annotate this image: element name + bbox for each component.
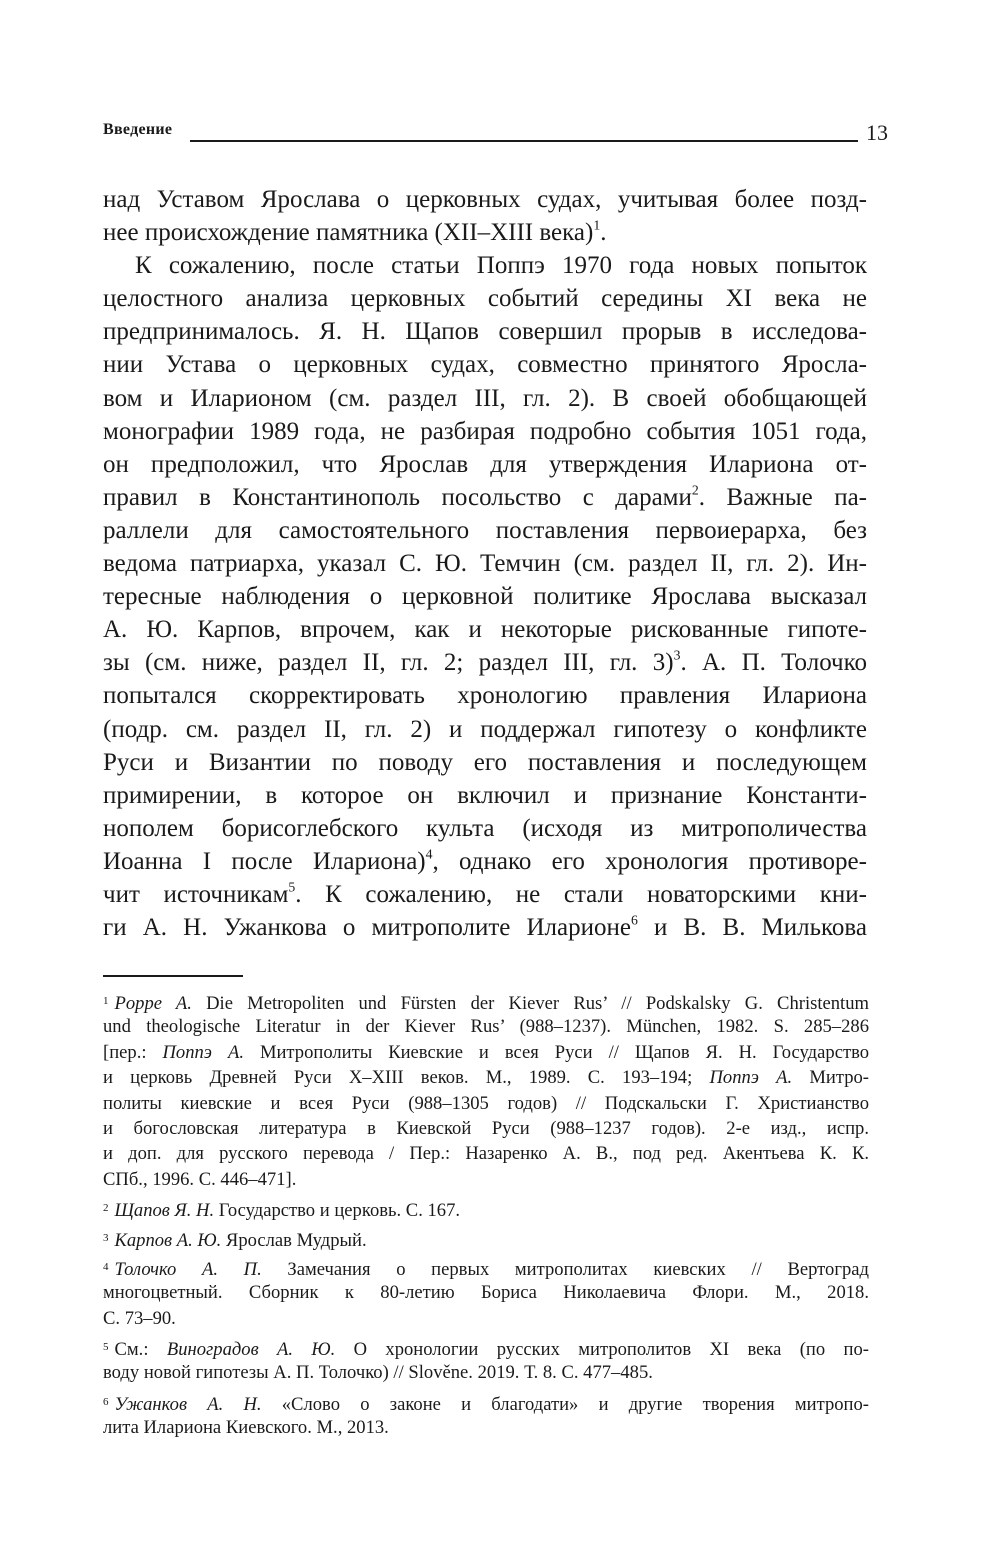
text-segment: нии Устава о церковных судах, совместно принятого Яросла- xyxy=(103,351,867,379)
text-segment: , однако его хронология противоре- xyxy=(432,847,867,875)
text-segment: и церковь Древней Руси X–XIII веков. М., 1989. С. 193–194; xyxy=(103,1067,710,1089)
author-name: Поппэ А. xyxy=(162,1041,244,1063)
footnote-line xyxy=(103,989,869,1014)
footnote-line xyxy=(103,1014,869,1039)
text-segment: Ярослав Мудрый. xyxy=(221,1229,367,1251)
footnote-ref: 2 xyxy=(691,482,699,498)
text-line xyxy=(103,481,867,514)
text-segment: Государство и церковь. С. 167. xyxy=(214,1200,461,1222)
main-text xyxy=(103,183,867,944)
text-segment: правил в Константинополь посольство с дарами xyxy=(103,483,692,511)
text-segment: тересные наблюдения о церковной политике Ярослава высказал xyxy=(103,583,867,611)
text-line xyxy=(103,878,867,911)
page-number: 13 xyxy=(866,120,888,145)
footnote xyxy=(103,1226,869,1251)
footnote-line xyxy=(103,1065,869,1090)
text-segment: воду новой гипотезы А. П. Толочко) // Slověne. 2019. Т. 8. С. 477–485. xyxy=(103,1362,653,1384)
footnote-line xyxy=(103,1196,869,1221)
text-segment: вом и Иларионом (см. раздел III, гл. 2). В своей обобщающей xyxy=(103,384,867,412)
text-segment: Die Metropoliten und Fürsten der Kiever Rus’ // Podskalsky G. Christentum xyxy=(191,993,869,1014)
text-segment: Митро- xyxy=(792,1067,870,1089)
author-name: Карпов А. Ю. xyxy=(114,1229,222,1251)
text-line xyxy=(103,448,867,481)
footnote xyxy=(103,1390,869,1441)
text-segment: См.: xyxy=(114,1339,167,1361)
footnote-ref: 3 xyxy=(673,648,681,663)
text-segment: политы киевские и всея Руси (988–1305 годов) // Подскальски Г. Христианство xyxy=(103,1092,869,1114)
footnote-ref: 6 xyxy=(630,912,638,928)
text-line xyxy=(103,911,867,944)
text-segment: нее происхождение памятника (XII–XIII века) xyxy=(103,219,594,247)
text-segment: лита Илариона Киевского. М., 2013. xyxy=(103,1417,389,1439)
footnote-line xyxy=(103,1116,869,1141)
footnote-line xyxy=(103,1335,869,1360)
footnote-line xyxy=(103,1415,869,1440)
text-segment: целостного анализа церковных событий середины XI века не xyxy=(103,285,867,313)
author-name: Толочко А. П. xyxy=(114,1258,262,1280)
text-segment: . А. П. Толочко xyxy=(680,649,868,677)
text-line xyxy=(103,679,867,712)
author-name: Poppe A. xyxy=(114,993,192,1014)
author-name: Виноградов А. Ю. xyxy=(166,1339,336,1361)
text-segment: и В. В. Милькова xyxy=(637,914,867,942)
text-segment: А. Ю. Карпов, впрочем, как и некоторые рискованные гипоте- xyxy=(103,616,867,644)
text-segment: монографии 1989 года, не разбирая подробно события 1051 года, xyxy=(103,417,867,445)
footnote-number: 2 xyxy=(103,1202,109,1215)
text-segment: . Важные па- xyxy=(698,483,867,511)
footnote-ref: 4 xyxy=(425,846,433,862)
text-segment: . К сожалению, не стали новаторскими кни- xyxy=(295,880,867,908)
text-segment: предпринималось. Я. Н. Щапов совершил прорыв в исследова- xyxy=(103,318,867,346)
text-line xyxy=(103,348,867,381)
footnotes xyxy=(103,989,869,1445)
text-segment: СПб., 1996. С. 446–471]. xyxy=(103,1168,297,1190)
footnote xyxy=(103,1255,869,1331)
text-segment: Руси и Византии по поводу его поставления и последующем xyxy=(103,748,867,776)
text-segment: зы (см. ниже, раздел II, гл. 2; раздел III, гл. 3) xyxy=(103,649,674,677)
text-line xyxy=(103,746,867,779)
text-segment: [пер.: xyxy=(103,1041,163,1063)
text-segment: и доп. для русского перевода / Пер.: Назаренко А. В., под ред. Акентьева К. К. xyxy=(103,1143,869,1165)
text-segment: Замечания о первых митрополитах киевских // Вертоград xyxy=(261,1258,869,1280)
text-segment: чит источникам xyxy=(103,880,289,908)
footnote-number: 6 xyxy=(103,1395,109,1408)
section-title: Введение xyxy=(103,121,173,138)
footnote-line xyxy=(103,1255,869,1280)
text-line xyxy=(103,713,867,746)
text-line xyxy=(103,547,867,580)
footnote-line xyxy=(103,1141,869,1166)
text-line xyxy=(103,613,867,646)
text-line xyxy=(103,249,867,282)
text-line xyxy=(103,845,867,878)
text-line xyxy=(103,646,867,679)
text-line xyxy=(103,183,867,216)
text-segment: нополем борисоглебского культа (исходя из митрополичества xyxy=(103,814,867,842)
text-line xyxy=(103,779,867,812)
text-segment: над Уставом Ярослава о церковных судах, учитывая более позд- xyxy=(103,186,867,213)
text-line xyxy=(103,514,867,547)
text-segment: (подр. см. раздел II, гл. 2) и поддержал гипотезу о конфликте xyxy=(103,715,867,743)
author-name: Щапов Я. Н. xyxy=(114,1200,215,1222)
text-segment: и богословская литература в Киевской Руси (988–1237 годов). 2-е изд., испр. xyxy=(103,1117,869,1139)
text-line xyxy=(103,315,867,348)
text-line xyxy=(103,382,867,415)
author-name: Поппэ А. xyxy=(709,1067,793,1089)
text-line xyxy=(103,580,867,613)
footnote-number: 1 xyxy=(103,995,109,1007)
text-segment: раллели для самостоятельного поставления первоиерарха, без xyxy=(103,516,867,544)
text-segment: К сожалению, после статьи Поппэ 1970 года новых попыток xyxy=(135,252,867,280)
text-segment: Митрополиты Киевские и всея Руси // Щапов Я. Н. Государство xyxy=(243,1041,870,1063)
text-line xyxy=(103,415,867,448)
footnote xyxy=(103,989,869,1192)
text-line xyxy=(103,216,867,249)
text-segment: und theologische Literatur in der Kiever Rus’ (988–1237). München, 1982. S. 285–286 xyxy=(103,1016,869,1038)
footnote-number: 5 xyxy=(103,1341,109,1354)
footnote xyxy=(103,1196,869,1221)
footnote-line xyxy=(103,1167,869,1192)
text-line xyxy=(103,812,867,845)
header-rule xyxy=(190,140,858,142)
text-segment: ги А. Н. Ужанкова о митрополите Иларионе xyxy=(103,914,631,942)
text-segment: попытался скорректировать хронологию правления Илариона xyxy=(103,682,867,710)
footnote-ref: 5 xyxy=(288,879,296,895)
text-segment: он предположил, что Ярослав для утверждения Илариона от- xyxy=(103,450,867,478)
text-segment: С. 73–90. xyxy=(103,1307,176,1329)
text-segment: Иоанна I после Илариона) xyxy=(103,847,426,875)
footnote-line xyxy=(103,1091,869,1116)
text-segment: примирении, в которое он включил и признание Константи- xyxy=(103,781,867,809)
footnote-separator xyxy=(103,975,243,977)
text-segment: «Слово о законе и благодати» и другие творения митропо- xyxy=(261,1393,869,1415)
footnote-number: 4 xyxy=(103,1260,109,1273)
text-segment: ведома патриарха, указал С. Ю. Темчин (см. раздел II, гл. 2). Ин- xyxy=(103,550,867,578)
footnote xyxy=(103,1335,869,1386)
text-segment: многоцветный. Сборник к 80-летию Бориса Николаевича Флори. М., 2018. xyxy=(103,1282,869,1304)
author-name: Ужанков А. Н. xyxy=(114,1393,262,1415)
text-segment: . xyxy=(600,219,607,247)
footnote-line xyxy=(103,1390,869,1415)
footnote-line xyxy=(103,1306,869,1331)
footnote-line xyxy=(103,1280,869,1305)
text-line xyxy=(103,282,867,315)
footnote-line xyxy=(103,1040,869,1065)
footnote-line xyxy=(103,1360,869,1385)
footnote-ref: 1 xyxy=(593,217,601,233)
text-segment: О хронологии русских митрополитов XI века (по по- xyxy=(335,1339,869,1361)
footnote-line xyxy=(103,1226,869,1251)
footnote-number: 3 xyxy=(103,1231,109,1244)
